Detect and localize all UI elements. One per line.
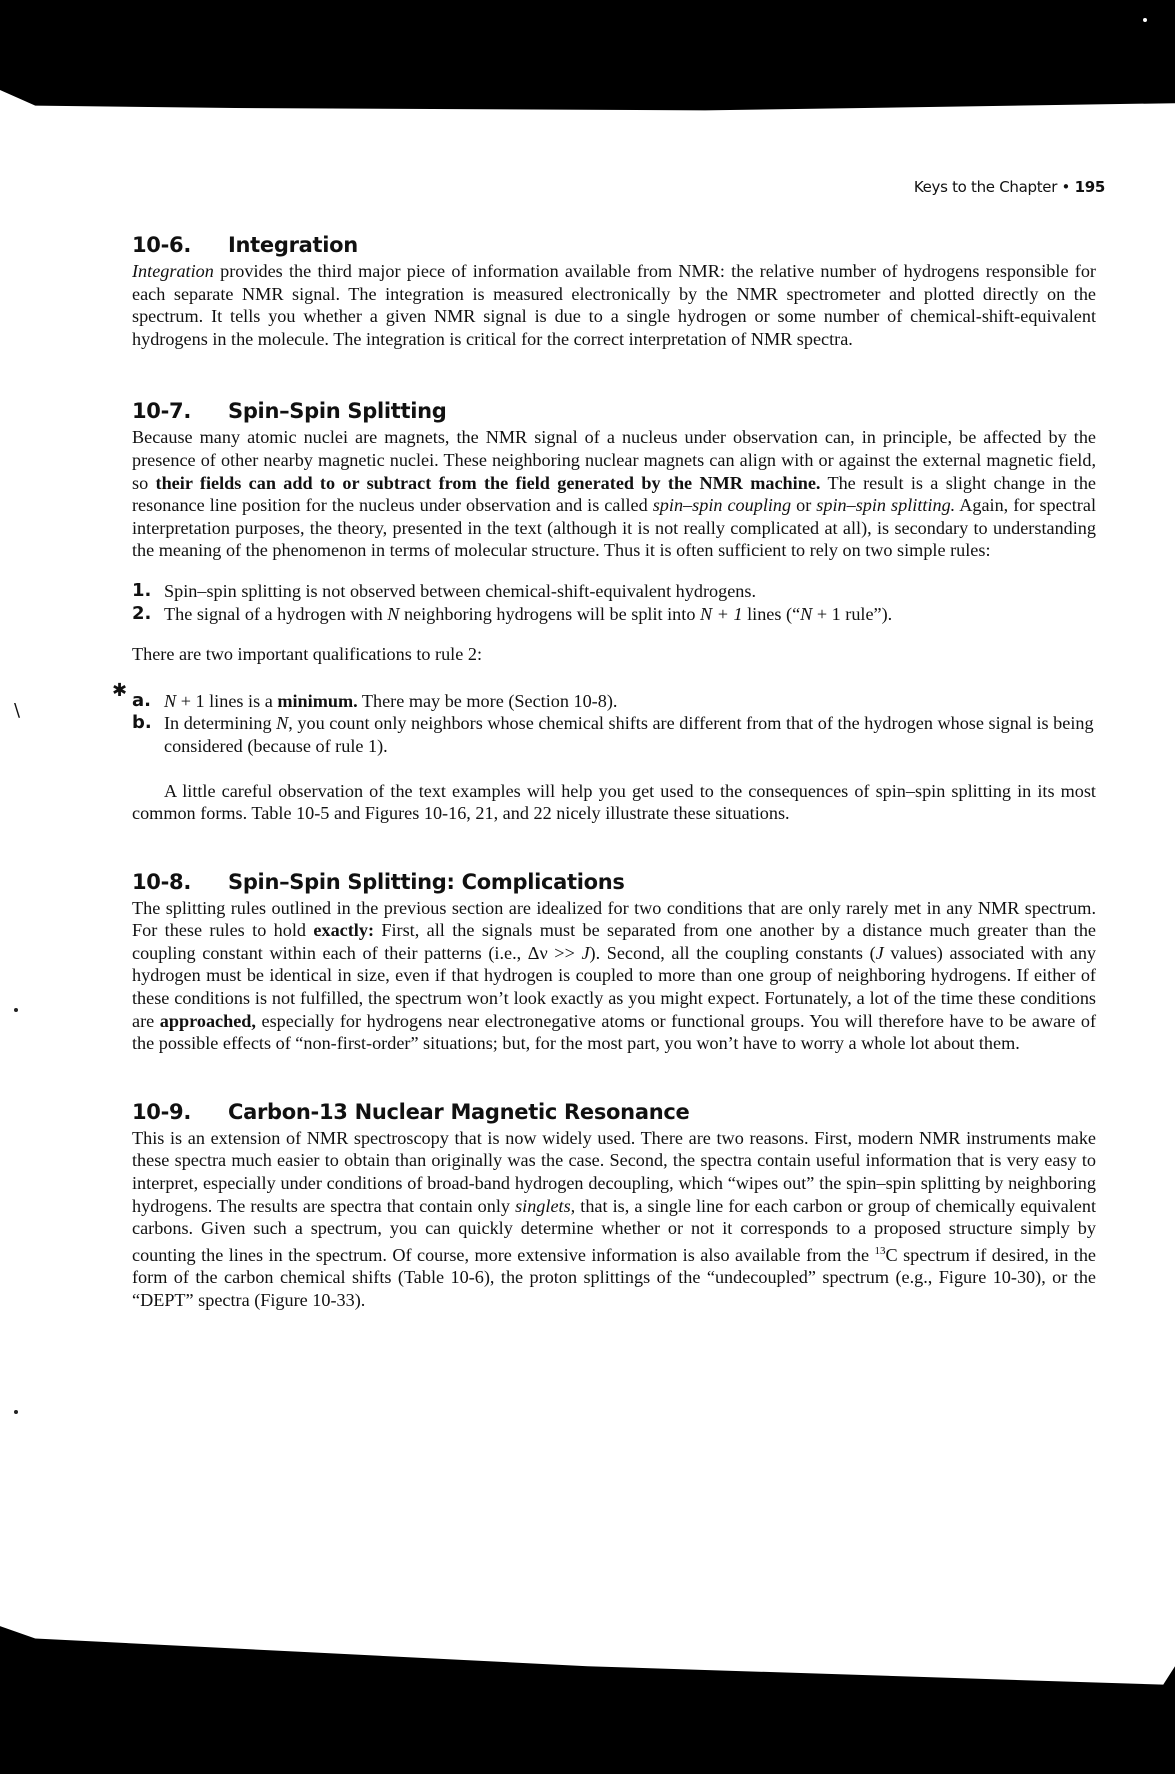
variable-j: J: [875, 942, 884, 963]
italic-term: singlets,: [515, 1195, 576, 1216]
handwritten-asterisk-mark: ✱: [112, 680, 128, 701]
scan-border-bottom: [0, 1620, 1175, 1774]
rule-item: [132, 580, 1096, 603]
variable-n-plus-1: N + 1: [699, 603, 743, 624]
qualification-label: b.: [132, 712, 152, 734]
running-head: [914, 178, 1105, 196]
qualifications-list: [132, 690, 1096, 758]
variable-n: N: [800, 603, 813, 624]
bold-text: exactly:: [313, 920, 374, 941]
paragraph-text: ). Second, all the coupling constants (: [589, 942, 876, 963]
paragraph-text: This is an extension of NMR spectroscopy that is now widely used. There are two reasons. First, modern NMR instruments make these spectra much easier to obtain than originally was the case. Second, the spectra contain useful information that is very easy to interpret, especially under conditions of broad-band hydrogen decoupling, which “wipes out” the spin–spin splitting by neighboring hydrogens. The results are spectra that contain only: [132, 1127, 1096, 1216]
paragraph-text: especially for hydrogens near electronegative atoms or functional groups. You will therefore have to be aware of the possible effects of “non-first-order” situations; but, for the most part, you won’t have to worry a whole lot about them.: [132, 1010, 1097, 1054]
qualification-text: , you count only neighbors whose chemical shifts are different from that of the hydrogen whose signal is being considered (because of rule 1).: [164, 713, 1094, 756]
rule-text: lines (“: [742, 603, 801, 624]
rule-label: 1.: [132, 579, 152, 601]
section-number: 10-9.: [132, 1099, 192, 1124]
section-paragraph: [132, 1127, 1096, 1312]
variable-n: N: [276, 713, 289, 734]
paragraph-text: values) associated with any hydrogen must be identical in size, even if that hydrogen is coupled to more than one group of neighboring hydrogens. If either of these conditions is not fulfilled, the spectrum won’t look exactly as you might expect. Fortunately, a lot of the time these conditions are: [132, 942, 1097, 1031]
paragraph-text: First, all the signals must be separated from one another by a distance much greater than the coupling constant within each of their patterns (i.e., Δν >>: [132, 920, 1096, 963]
section-heading: [132, 398, 1096, 424]
variable-j: J: [581, 942, 590, 963]
section-number: 10-8.: [132, 869, 192, 894]
qualification-label: a.: [132, 689, 151, 711]
paragraph-text: C spectrum if desired, in the form of the carbon chemical shifts (Table 10-6), the proton splittings of the “undecoupled” spectrum (e.g., Figure 10-30), or the “DEPT” spectra (Figure 10-33).: [132, 1244, 1097, 1311]
superscript: 13: [874, 1244, 886, 1257]
section-title: Spin–Spin Splitting: Complications: [228, 869, 625, 894]
scan-border-top: [0, 0, 1175, 120]
qualification-item: [132, 712, 1096, 757]
italic-term: spin–spin splitting.: [816, 495, 956, 516]
section-10-8: [132, 869, 1096, 1055]
qualification-item: [132, 690, 1096, 713]
section-title: Spin–Spin Splitting: [228, 399, 447, 424]
qualifications-intro: There are two important qualifications to rule 2:: [132, 644, 482, 665]
variable-n: N: [387, 603, 400, 624]
rule-text: Spin–spin splitting is not observed between chemical-shift-equivalent hydrogens.: [164, 580, 756, 601]
handwritten-margin-tick: \: [14, 700, 21, 721]
qualification-text: + 1 lines is a: [176, 690, 278, 711]
section-heading: [132, 869, 1096, 895]
qualification-text: In determining: [164, 713, 277, 734]
rule-text: + 1 rule”).: [812, 603, 893, 624]
qualification-text: There may be more (Section 10-8).: [357, 690, 618, 711]
bold-text: minimum.: [277, 690, 358, 711]
section-number: 10-6.: [132, 233, 192, 257]
section-paragraph: [132, 426, 1096, 562]
italic-term: spin–spin coupling: [652, 495, 792, 516]
closing-paragraph: A little careful observation of the text examples will help you get used to the consequences of spin–spin splitting in its most common forms. Table 10-5 and Figures 10-16, 21, and 22 nicely illustrate these situations.: [132, 780, 1096, 824]
section-10-9: [132, 1099, 1096, 1312]
italic-term: Integration: [132, 261, 214, 281]
running-head-bullet: •: [1061, 178, 1071, 196]
section-title: Carbon-13 Nuclear Magnetic Resonance: [228, 1099, 690, 1124]
section-heading: [132, 232, 1096, 258]
page-number: 195: [1074, 178, 1105, 196]
rule-text: The signal of a hydrogen with: [164, 603, 388, 624]
paragraph-text: Because many atomic nuclei are magnets, the NMR signal of a nucleus under observation can, in principle, be affected by the presence of other nearby magnetic nuclei. These neighboring nuclear magnets can align with or against the external magnetic field, so: [132, 427, 1096, 493]
margin-speck: [14, 1410, 18, 1414]
running-head-text: Keys to the Chapter: [913, 178, 1058, 196]
section-heading: [132, 1099, 1096, 1125]
margin-speck: [14, 1008, 18, 1012]
section-number: 10-7.: [132, 399, 192, 424]
rules-list: [132, 580, 1096, 625]
page-content: [132, 232, 1096, 1348]
bold-text: approached,: [159, 1010, 256, 1031]
paragraph-text: or: [791, 495, 817, 516]
paragraph-text: provides the third major piece of information available from NMR: the relative number of hydrogens responsible for each separate NMR signal. The integration is measured electronically by the NMR spectrometer and plotted directly on the spectrum. It tells you whether a given NMR signal is due to a single hydrogen or some number of chemical-shift-equivalent hydrogens in the molecule. The integration is critical for the correct interpretation of NMR spectra.: [132, 261, 1096, 349]
paragraph-text: The result is a slight change in the resonance line position for the nucleus under observation and is called: [132, 472, 1097, 516]
paragraph-text: Again, for spectral interpretation purposes, the theory, presented in the text (although it is not really complicated at all), is secondary to understanding the meaning of the phenomenon in terms of molecular structure. Thus it is often sufficient to rely on two simple rules:: [132, 495, 1096, 561]
rule-label: 2.: [132, 602, 152, 624]
scan-speck: [1143, 18, 1147, 22]
paragraph-text: that is, a single line for each carbon or group of chemically equivalent carbons. Given such a spectrum, you can quickly determine whether or not it corresponds to a proposed structure simply by counting the lines in the spectrum. Of course, more extensive information is also available from the: [132, 1195, 1096, 1265]
rule-text: neighboring hydrogens will be split into: [399, 603, 700, 624]
section-title: Integration: [228, 233, 358, 257]
section-paragraph: [132, 897, 1096, 1055]
section-10-7: [132, 398, 1096, 824]
rule-item: [132, 603, 1096, 626]
paragraph-text: The splitting rules outlined in the previous section are idealized for two conditions that are only rarely met in any NMR spectrum. For these rules to hold: [132, 897, 1096, 941]
section-10-6: [132, 232, 1096, 350]
bold-text: their fields can add to or subtract from the field generated by the NMR machine.: [155, 472, 821, 493]
section-paragraph: [132, 260, 1096, 350]
variable-n: N: [164, 690, 177, 711]
